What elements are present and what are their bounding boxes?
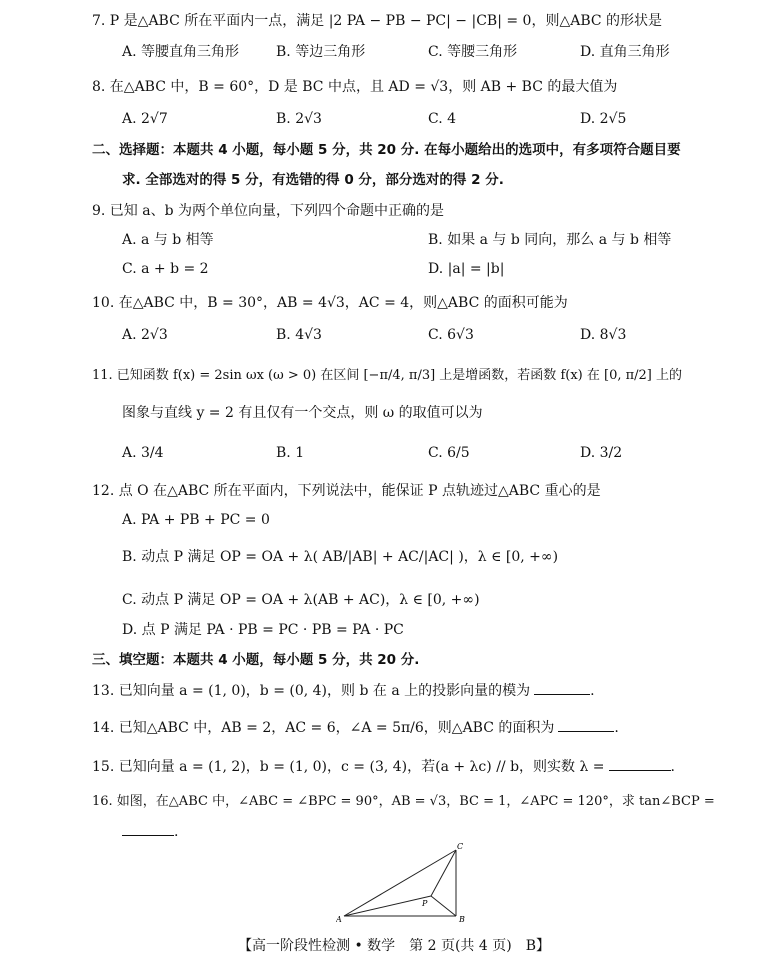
q8-stem: 8. 在△ABC 中，B = 60°，D 是 BC 中点，且 AD = √3，则 AB + BC 的最大值为 <box>92 79 618 95</box>
q11-option-a: A. 3/4 <box>122 445 164 461</box>
segment-bp <box>431 896 456 916</box>
q7-option-c: C. 等腰三角形 <box>428 44 518 60</box>
q12-option-a: A. PA + PB + PC = 0 <box>122 512 270 528</box>
label-c: C <box>457 842 464 851</box>
section2-heading-cont: 求. 全部选对的得 5 分，有选错的得 0 分，部分选对的得 2 分. <box>122 172 504 188</box>
label-b: B <box>459 915 465 924</box>
q10-option-d: D. 8√3 <box>580 327 627 343</box>
q11-option-b: B. 1 <box>276 445 305 461</box>
q9-option-c: C. a + b = 2 <box>122 261 209 277</box>
q13-answer-blank <box>534 693 590 695</box>
q9-option-a: A. a 与 b 相等 <box>122 232 214 248</box>
section3-heading: 三、填空题：本题共 4 小题，每小题 5 分，共 20 分. <box>92 652 420 668</box>
q9-option-b: B. 如果 a 与 b 同向，那么 a 与 b 相等 <box>428 232 672 248</box>
q10-stem: 10. 在△ABC 中，B = 30°，AB = 4√3，AC = 4，则△ABC 的面积可能为 <box>92 295 568 311</box>
q9-option-d: D. |a| = |b| <box>428 261 505 277</box>
q7-option-d: D. 直角三角形 <box>580 44 670 60</box>
q7-option-b: B. 等边三角形 <box>276 44 366 60</box>
q11-option-d: D. 3/2 <box>580 445 623 461</box>
q12-option-c: C. 动点 P 满足 OP = OA + λ(AB + AC)，λ ∈ [0, +∞) <box>122 592 480 608</box>
q11-stem-cont: 图象与直线 y = 2 有且仅有一个交点，则 ω 的取值可以为 <box>122 405 483 421</box>
q16-triangle-figure <box>336 842 476 924</box>
page-footer: 【高一阶段性检测 • 数学 第 2 页(共 4 页) B】 <box>238 938 550 954</box>
q8-option-d: D. 2√5 <box>580 111 627 127</box>
q16-stem: 16. 如图，在△ABC 中，∠ABC = ∠BPC = 90°，AB = √3，BC = 1，∠APC = 120°，求 tan∠BCP = <box>92 794 715 809</box>
q10-option-a: A. 2√3 <box>122 327 168 343</box>
label-p: P <box>422 899 428 908</box>
q14-stem: 14. 已知△ABC 中，AB = 2，AC = 6，∠A = 5π/6，则△ABC 的面积为 <box>92 720 555 736</box>
q7-option-a: A. 等腰直角三角形 <box>122 44 240 60</box>
q10-option-c: C. 6√3 <box>428 327 474 343</box>
q7-stem: 7. P 是△ABC 所在平面内一点，满足 |2 PA − PB − PC| − |CB| = 0，则△ABC 的形状是 <box>92 13 663 29</box>
label-a: A <box>336 915 342 924</box>
side-ac <box>344 850 456 916</box>
q12-stem: 12. 点 O 在△ABC 所在平面内，下列说法中，能保证 P 点轨迹过△ABC 重心的是 <box>92 483 601 499</box>
q16-line2: . <box>122 825 178 839</box>
segment-ap <box>344 896 431 916</box>
section2-heading: 二、选择题：本题共 4 小题，每小题 5 分，共 20 分. 在每小题给出的选项中，有多项符合题目要 <box>92 142 681 158</box>
q8-option-b: B. 2√3 <box>276 111 322 127</box>
q13-line: 13. 已知向量 a = (1, 0)，b = (0, 4)，则 b 在 a 上的投影向量的模为 . <box>92 683 595 699</box>
q12-option-b: B. 动点 P 满足 OP = OA + λ( AB/|AB| + AC/|AC| )，λ ∈ [0, +∞) <box>122 549 559 565</box>
q12-option-d: D. 点 P 满足 PA · PB = PC · PB = PA · PC <box>122 622 404 638</box>
q8-option-c: C. 4 <box>428 111 457 127</box>
q11-stem: 11. 已知函数 f(x) = 2sin ωx (ω > 0) 在区间 [−π/4, π/3] 上是增函数，若函数 f(x) 在 [0, π/2] 上的 <box>92 368 683 383</box>
q14-answer-blank <box>558 730 614 732</box>
q11-option-c: C. 6/5 <box>428 445 470 461</box>
q9-stem: 9. 已知 a、b 为两个单位向量，下列四个命题中正确的是 <box>92 203 445 219</box>
q14-line: 14. 已知△ABC 中，AB = 2，AC = 6，∠A = 5π/6，则△ABC 的面积为 . <box>92 720 619 736</box>
q15-line: 15. 已知向量 a = (1, 2)，b = (1, 0)，c = (3, 4)，若(a + λc) // b，则实数 λ = . <box>92 759 675 775</box>
q13-stem: 13. 已知向量 a = (1, 0)，b = (0, 4)，则 b 在 a 上的投影向量的模为 <box>92 683 531 699</box>
q15-stem: 15. 已知向量 a = (1, 2)，b = (1, 0)，c = (3, 4)，若(a + λc) // b，则实数 λ = <box>92 759 605 775</box>
q8-option-a: A. 2√7 <box>122 111 168 127</box>
q16-answer-blank <box>122 834 174 836</box>
q10-option-b: B. 4√3 <box>276 327 322 343</box>
q15-answer-blank <box>609 769 671 771</box>
